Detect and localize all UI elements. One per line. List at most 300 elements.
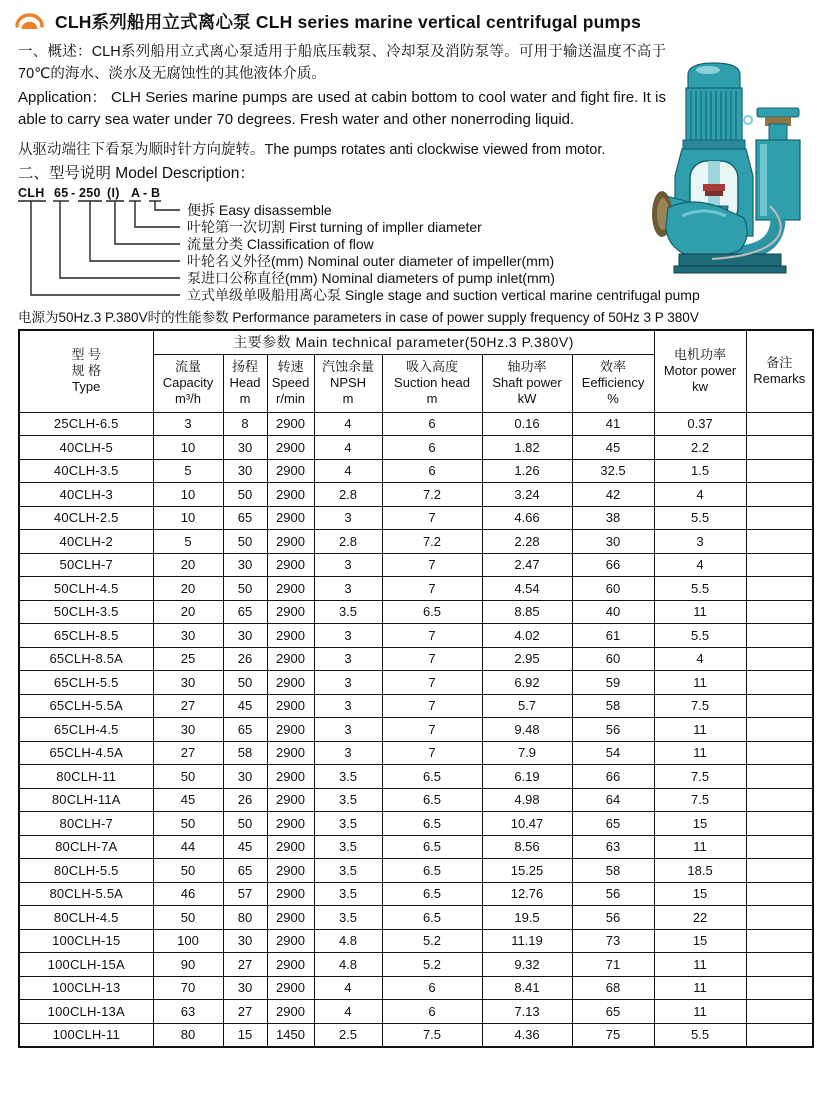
value-cell: 5.2 [382, 929, 482, 953]
column-header: 吸入高度 Suction head m [382, 354, 482, 412]
value-cell: 50 [153, 859, 223, 883]
overview-paragraph: 一、概述：CLH系列船用立式离心泵适用于船底压载泵、冷却泵及消防泵等。可用于输送温度不高于70℃的海水、淡水及无腐蚀性的其他液体介质。 [18, 44, 666, 82]
table-row [19, 741, 813, 765]
value-cell: 2.5 [314, 1023, 382, 1047]
value-cell: 66 [572, 765, 654, 789]
value-cell: 8.85 [482, 600, 572, 624]
value-cell: 41 [572, 412, 654, 436]
value-cell: 7.2 [382, 483, 482, 507]
value-cell [746, 694, 813, 718]
value-cell: 30 [223, 765, 267, 789]
value-cell: 10 [153, 506, 223, 530]
value-cell: 2900 [267, 835, 314, 859]
value-cell: 6.5 [382, 882, 482, 906]
value-cell [746, 835, 813, 859]
page-header [0, 0, 830, 34]
value-cell: 2900 [267, 412, 314, 436]
value-cell: 2.2 [654, 436, 746, 460]
column-header: 转速 Speed r/min [267, 354, 314, 412]
value-cell: 30 [223, 459, 267, 483]
header-row-main [19, 330, 813, 354]
value-cell [746, 624, 813, 648]
value-cell: 4 [314, 1000, 382, 1024]
value-cell: 22 [654, 906, 746, 930]
value-cell: 6.5 [382, 765, 482, 789]
value-cell: 2.28 [482, 530, 572, 554]
model-code-series: CLH [18, 186, 45, 200]
value-cell: 7.5 [654, 765, 746, 789]
value-cell: 3.5 [314, 906, 382, 930]
value-cell: 68 [572, 976, 654, 1000]
column-header: 效率 Eefficiency % [572, 354, 654, 412]
value-cell: 8.56 [482, 835, 572, 859]
value-cell: 60 [572, 577, 654, 601]
performance-caption: 电源为50Hz.3 P.380V时的性能参数 Performance parameters in case of power supply frequency of 50Hz 3 P 380V [18, 310, 699, 325]
value-cell: 4 [314, 436, 382, 460]
value-cell: 50 [223, 483, 267, 507]
value-cell: 2900 [267, 647, 314, 671]
table-row [19, 1023, 813, 1047]
value-cell: 30 [572, 530, 654, 554]
value-cell: 8.41 [482, 976, 572, 1000]
column-header: 流量 Capacity m³/h [153, 354, 223, 412]
model-type-cell: 40CLH-2.5 [19, 506, 153, 530]
value-cell [746, 459, 813, 483]
value-cell: 6 [382, 976, 482, 1000]
value-cell: 7 [382, 647, 482, 671]
value-cell: 10 [153, 483, 223, 507]
table-row [19, 600, 813, 624]
value-cell: 3.5 [314, 765, 382, 789]
value-cell: 38 [572, 506, 654, 530]
value-cell [746, 953, 813, 977]
value-cell: 27 [153, 694, 223, 718]
value-cell: 80 [223, 906, 267, 930]
model-type-cell: 65CLH-4.5 [19, 718, 153, 742]
value-cell: 3.5 [314, 788, 382, 812]
value-cell: 30 [153, 671, 223, 695]
table-row [19, 788, 813, 812]
value-cell: 7 [382, 694, 482, 718]
value-cell: 5.5 [654, 506, 746, 530]
value-cell: 2900 [267, 788, 314, 812]
value-cell: 30 [153, 624, 223, 648]
value-cell: 5.2 [382, 953, 482, 977]
model-type-cell: 65CLH-5.5A [19, 694, 153, 718]
value-cell: 44 [153, 835, 223, 859]
value-cell: 2900 [267, 718, 314, 742]
value-cell: 7.13 [482, 1000, 572, 1024]
value-cell: 11.19 [482, 929, 572, 953]
value-cell: 11 [654, 600, 746, 624]
value-cell: 2900 [267, 624, 314, 648]
table-row [19, 906, 813, 930]
model-label-impeller-dia: 叶轮名义外径(mm) Nominal outer diameter of impeller(mm) [187, 253, 555, 269]
model-type-cell: 65CLH-8.5A [19, 647, 153, 671]
model-code-inlet: 65 [54, 186, 69, 200]
value-cell: 7 [382, 624, 482, 648]
value-cell: 45 [572, 436, 654, 460]
table-row [19, 506, 813, 530]
table-row [19, 765, 813, 789]
value-cell [746, 765, 813, 789]
value-cell: 58 [223, 741, 267, 765]
value-cell: 2900 [267, 976, 314, 1000]
value-cell: 30 [223, 624, 267, 648]
value-cell: 15 [654, 812, 746, 836]
table-row [19, 812, 813, 836]
value-cell: 27 [153, 741, 223, 765]
value-cell: 4 [314, 412, 382, 436]
value-cell: 11 [654, 1000, 746, 1024]
value-cell: 6 [382, 459, 482, 483]
application-paragraph: Application： CLH Series marine pumps are used at cabin bottom to cool water and fight fire. It is able to carry sea water under 70 degrees. Fresh water and other nonerroding liquid. [18, 89, 666, 128]
remarks-header: 备注 Remarks [746, 330, 813, 412]
value-cell: 56 [572, 906, 654, 930]
model-code-easy: B [151, 186, 161, 200]
model-type-cell: 80CLH-5.5 [19, 859, 153, 883]
table-row [19, 459, 813, 483]
value-cell: 30 [153, 718, 223, 742]
value-cell: 11 [654, 741, 746, 765]
model-type-cell: 100CLH-15A [19, 953, 153, 977]
value-cell: 2900 [267, 483, 314, 507]
model-label-inlet-dia: 泵进口公称直径(mm) Nominal diameters of pump inlet(mm) [187, 270, 555, 286]
value-cell: 2900 [267, 765, 314, 789]
value-cell: 100 [153, 929, 223, 953]
model-type-cell: 40CLH-5 [19, 436, 153, 460]
value-cell: 2900 [267, 671, 314, 695]
table-row [19, 553, 813, 577]
value-cell: 2900 [267, 1000, 314, 1024]
table-row [19, 835, 813, 859]
value-cell: 4.8 [314, 953, 382, 977]
model-type-cell: 80CLH-7 [19, 812, 153, 836]
value-cell: 4 [314, 976, 382, 1000]
value-cell: 6.5 [382, 788, 482, 812]
value-cell: 27 [223, 1000, 267, 1024]
value-cell: 3.5 [314, 812, 382, 836]
value-cell: 50 [153, 812, 223, 836]
value-cell [746, 906, 813, 930]
model-code-diameter: 250 [79, 186, 101, 200]
value-cell: 3 [314, 718, 382, 742]
value-cell: 20 [153, 577, 223, 601]
value-cell: 10 [153, 436, 223, 460]
value-cell: 3 [314, 577, 382, 601]
value-cell: 4.98 [482, 788, 572, 812]
value-cell [746, 530, 813, 554]
value-cell: 4.8 [314, 929, 382, 953]
table-row [19, 1000, 813, 1024]
value-cell: 5 [153, 530, 223, 554]
model-type-cell: 80CLH-4.5 [19, 906, 153, 930]
value-cell: 2900 [267, 577, 314, 601]
value-cell [746, 483, 813, 507]
table-row [19, 647, 813, 671]
value-cell: 50 [153, 765, 223, 789]
model-type-cell: 40CLH-2 [19, 530, 153, 554]
value-cell: 3.5 [314, 882, 382, 906]
value-cell: 3 [314, 624, 382, 648]
value-cell [746, 412, 813, 436]
model-label-pump-type: 立式单级单吸船用离心泵 Single stage and suction vertical marine centrifugal pump [187, 287, 700, 303]
value-cell: 4.36 [482, 1023, 572, 1047]
value-cell: 50 [153, 906, 223, 930]
value-cell: 65 [223, 506, 267, 530]
value-cell: 3 [153, 412, 223, 436]
value-cell: 7 [382, 718, 482, 742]
model-label-easy-disassemble: 便拆 Easy disassemble [187, 202, 332, 218]
page-title-en: CLH series marine vertical centrifugal pumps [255, 12, 642, 32]
value-cell: 2900 [267, 553, 314, 577]
value-cell: 63 [153, 1000, 223, 1024]
value-cell: 2.95 [482, 647, 572, 671]
model-type-cell: 50CLH-3.5 [19, 600, 153, 624]
value-cell: 2900 [267, 741, 314, 765]
value-cell: 2.8 [314, 530, 382, 554]
value-cell: 58 [572, 859, 654, 883]
pump-product-photo [652, 58, 827, 280]
value-cell: 9.32 [482, 953, 572, 977]
value-cell: 57 [223, 882, 267, 906]
value-cell [746, 788, 813, 812]
value-cell: 3.5 [314, 859, 382, 883]
page-title [55, 9, 641, 34]
value-cell: 19.5 [482, 906, 572, 930]
model-type-cell: 25CLH-6.5 [19, 412, 153, 436]
value-cell: 2.8 [314, 483, 382, 507]
table-row [19, 859, 813, 883]
value-cell: 65 [223, 718, 267, 742]
value-cell: 3 [314, 671, 382, 695]
value-cell: 64 [572, 788, 654, 812]
value-cell: 30 [223, 976, 267, 1000]
value-cell: 1450 [267, 1023, 314, 1047]
value-cell: 73 [572, 929, 654, 953]
value-cell: 50 [223, 671, 267, 695]
value-cell: 9.48 [482, 718, 572, 742]
value-cell: 25 [153, 647, 223, 671]
value-cell: 7.5 [654, 694, 746, 718]
value-cell: 11 [654, 671, 746, 695]
model-type-cell: 100CLH-11 [19, 1023, 153, 1047]
value-cell: 1.26 [482, 459, 572, 483]
value-cell [746, 859, 813, 883]
value-cell: 56 [572, 718, 654, 742]
model-type-cell: 100CLH-15 [19, 929, 153, 953]
table-row [19, 953, 813, 977]
value-cell: 4 [654, 483, 746, 507]
value-cell: 3 [654, 530, 746, 554]
value-cell [746, 600, 813, 624]
value-cell [746, 929, 813, 953]
value-cell: 6.5 [382, 859, 482, 883]
value-cell [746, 436, 813, 460]
value-cell: 30 [223, 929, 267, 953]
value-cell: 54 [572, 741, 654, 765]
page-title-zh: CLH系列船用立式离心泵 [55, 12, 251, 32]
value-cell: 5.5 [654, 1023, 746, 1047]
value-cell: 80 [153, 1023, 223, 1047]
value-cell: 46 [153, 882, 223, 906]
value-cell: 3 [314, 647, 382, 671]
value-cell: 66 [572, 553, 654, 577]
value-cell: 11 [654, 953, 746, 977]
motor-power-header: 电机功率 Motor power kw [654, 330, 746, 412]
value-cell [746, 718, 813, 742]
value-cell: 4.54 [482, 577, 572, 601]
value-cell: 45 [153, 788, 223, 812]
value-cell: 11 [654, 718, 746, 742]
model-type-cell: 40CLH-3.5 [19, 459, 153, 483]
column-header: 扬程 Head m [223, 354, 267, 412]
value-cell: 3.5 [314, 600, 382, 624]
table-row [19, 577, 813, 601]
value-cell: 26 [223, 788, 267, 812]
value-cell: 3.5 [314, 835, 382, 859]
value-cell [746, 812, 813, 836]
value-cell: 75 [572, 1023, 654, 1047]
value-cell: 50 [223, 577, 267, 601]
value-cell: 15 [223, 1023, 267, 1047]
model-code-dash2: - [143, 186, 148, 200]
value-cell: 26 [223, 647, 267, 671]
table-row [19, 483, 813, 507]
value-cell: 40 [572, 600, 654, 624]
value-cell: 2900 [267, 506, 314, 530]
value-cell: 1.82 [482, 436, 572, 460]
value-cell: 6.5 [382, 835, 482, 859]
value-cell: 5.5 [654, 577, 746, 601]
value-cell: 5.5 [654, 624, 746, 648]
value-cell: 18.5 [654, 859, 746, 883]
model-code-dash1: - [71, 186, 76, 200]
value-cell: 71 [572, 953, 654, 977]
value-cell: 2900 [267, 929, 314, 953]
value-cell: 2900 [267, 600, 314, 624]
value-cell: 6 [382, 436, 482, 460]
value-cell: 15 [654, 882, 746, 906]
model-code-flow: (I) [107, 186, 120, 200]
value-cell: 50 [223, 812, 267, 836]
model-label-flow-class: 流量分类 Classification of flow [187, 236, 374, 252]
value-cell [746, 577, 813, 601]
value-cell: 2900 [267, 953, 314, 977]
table-row [19, 436, 813, 460]
model-type-cell: 80CLH-11A [19, 788, 153, 812]
value-cell [746, 647, 813, 671]
table-row [19, 624, 813, 648]
value-cell: 0.37 [654, 412, 746, 436]
value-cell: 30 [223, 436, 267, 460]
table-row [19, 530, 813, 554]
value-cell: 6 [382, 1000, 482, 1024]
value-cell [746, 506, 813, 530]
rotation-note: 从驱动端往下看泵为顺时针方向旋转。The pumps rotates anti clockwise viewed from motor. [18, 142, 606, 158]
value-cell: 2900 [267, 859, 314, 883]
value-cell: 3 [314, 506, 382, 530]
value-cell: 27 [223, 953, 267, 977]
value-cell: 12.76 [482, 882, 572, 906]
performance-table [18, 329, 814, 1048]
value-cell: 7 [382, 506, 482, 530]
model-type-cell: 100CLH-13A [19, 1000, 153, 1024]
value-cell: 7 [382, 671, 482, 695]
value-cell: 4.02 [482, 624, 572, 648]
type-column-header: 型 号 规 格 Type [19, 330, 153, 412]
value-cell: 7.5 [382, 1023, 482, 1047]
value-cell: 3 [314, 553, 382, 577]
model-type-cell: 80CLH-7A [19, 835, 153, 859]
value-cell [746, 1023, 813, 1047]
value-cell: 2900 [267, 436, 314, 460]
model-code-turning: A [131, 186, 141, 200]
value-cell: 5.7 [482, 694, 572, 718]
value-cell: 6.5 [382, 906, 482, 930]
value-cell [746, 1000, 813, 1024]
value-cell: 10.47 [482, 812, 572, 836]
model-type-cell: 65CLH-5.5 [19, 671, 153, 695]
model-label-first-turning: 叶轮第一次切割 First turning of impller diameter [187, 219, 482, 235]
table-row [19, 412, 813, 436]
column-header: 汽蚀余量 NPSH m [314, 354, 382, 412]
value-cell: 2900 [267, 812, 314, 836]
value-cell: 60 [572, 647, 654, 671]
value-cell: 7 [382, 741, 482, 765]
value-cell [746, 741, 813, 765]
value-cell: 2900 [267, 694, 314, 718]
value-cell: 65 [223, 600, 267, 624]
value-cell: 50 [223, 530, 267, 554]
value-cell: 65 [572, 812, 654, 836]
table-row [19, 671, 813, 695]
model-description-heading: 二、型号说明 Model Description： [18, 165, 255, 182]
value-cell: 59 [572, 671, 654, 695]
model-type-cell: 80CLH-11 [19, 765, 153, 789]
model-type-cell: 65CLH-8.5 [19, 624, 153, 648]
model-type-cell: 100CLH-13 [19, 976, 153, 1000]
value-cell: 4 [314, 459, 382, 483]
value-cell: 2900 [267, 459, 314, 483]
table-row [19, 882, 813, 906]
value-cell [746, 671, 813, 695]
value-cell: 2900 [267, 530, 314, 554]
table-row [19, 929, 813, 953]
value-cell: 2.47 [482, 553, 572, 577]
value-cell: 5 [153, 459, 223, 483]
value-cell: 6.92 [482, 671, 572, 695]
model-type-cell: 40CLH-3 [19, 483, 153, 507]
value-cell: 8 [223, 412, 267, 436]
value-cell: 6.5 [382, 600, 482, 624]
value-cell: 45 [223, 835, 267, 859]
value-cell: 20 [153, 553, 223, 577]
value-cell: 20 [153, 600, 223, 624]
value-cell: 56 [572, 882, 654, 906]
value-cell: 4.66 [482, 506, 572, 530]
brand-sunrise-icon [13, 10, 46, 34]
value-cell: 3 [314, 694, 382, 718]
main-parameter-header: 主要参数 Main technical parameter(50Hz.3 P.380V) [153, 330, 654, 354]
value-cell: 7.5 [654, 788, 746, 812]
value-cell: 0.16 [482, 412, 572, 436]
table-row [19, 718, 813, 742]
value-cell: 1.5 [654, 459, 746, 483]
value-cell: 45 [223, 694, 267, 718]
value-cell: 42 [572, 483, 654, 507]
value-cell: 7.9 [482, 741, 572, 765]
